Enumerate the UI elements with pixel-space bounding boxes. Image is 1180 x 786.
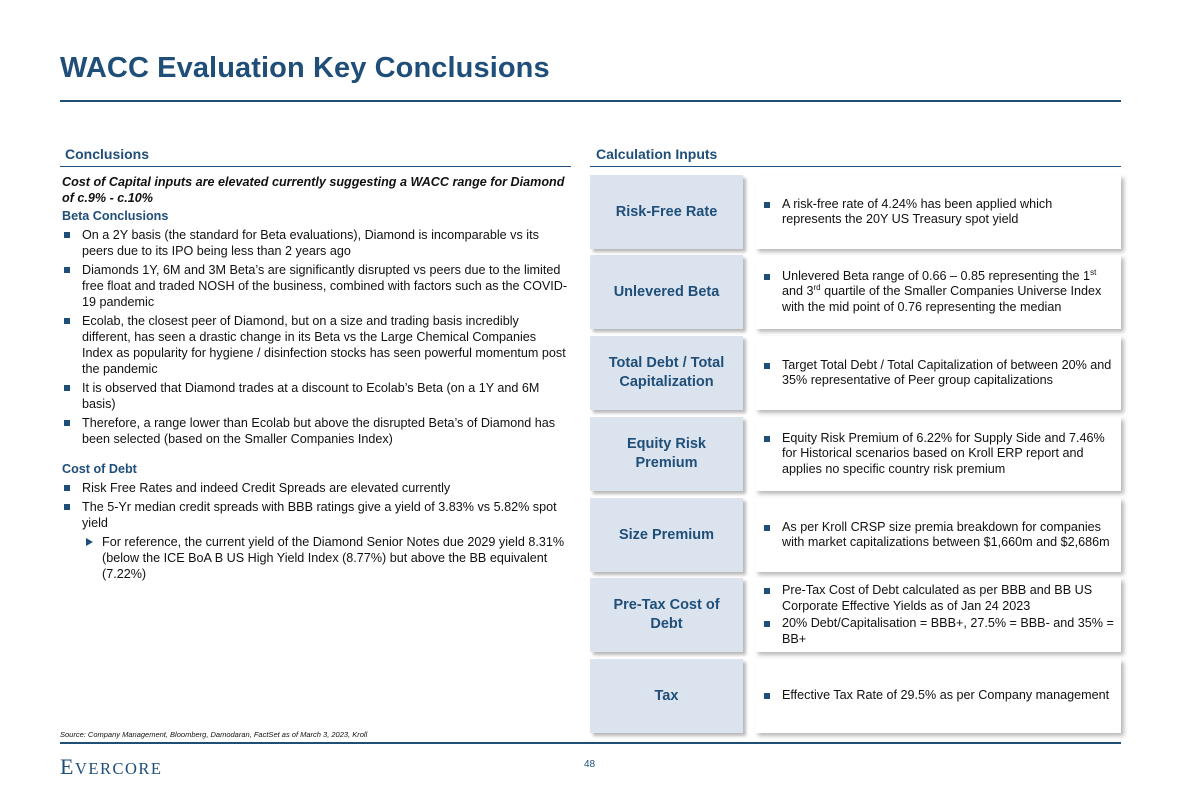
footer-divider: [60, 742, 1121, 744]
title-divider: [60, 100, 1121, 102]
input-row-pre-tax-cost-of-debt: [590, 578, 1123, 652]
debt-subbullet: For reference, the current yield of the Diamond Senior Notes due 2029 yield 8.31% (below the ICE BoA B US High Yield Index (8.77%) but above the BB equivalent (7.22%): [62, 534, 570, 582]
input-description: [755, 659, 1121, 733]
input-row-unlevered-beta: [590, 255, 1123, 329]
beta-bullet: On a 2Y basis (the standard for Beta evaluations), Diamond is incomparable vs its peers due to its IPO being less than 2 years ago: [62, 227, 570, 259]
input-row-total-debt: [590, 336, 1123, 410]
calculation-inputs-divider: [590, 166, 1121, 167]
beta-bullet: Therefore, a range lower than Ecolab but above the disrupted Beta’s of Diamond has been selected (based on the Smaller Companies Index): [62, 415, 570, 447]
page-title: WACC Evaluation Key Conclusions: [60, 52, 550, 84]
input-label: Size Premium: [590, 498, 743, 572]
input-bullet: Target Total Debt / Total Capitalization of between 20% and 35% representative of Peer group capitalizations: [762, 358, 1115, 389]
page-number: 48: [584, 759, 596, 770]
evercore-logo: EVERCORE: [60, 754, 163, 779]
input-label: Tax: [590, 659, 743, 733]
lead-statement: Cost of Capital inputs are elevated currently suggesting a WACC range for Diamond of c.9% - c.10%: [62, 175, 565, 205]
input-description: [755, 578, 1121, 652]
input-description: [755, 417, 1121, 491]
input-bullet: Unlevered Beta range of 0.66 – 0.85 representing the 1st and 3rd quartile of the Smaller Companies Universe Index with the mid point of 0.76 representing the median: [762, 269, 1115, 316]
input-label: Equity Risk Premium: [590, 417, 743, 491]
input-bullet: A risk-free rate of 4.24% has been applied which represents the 20Y US Treasury spot yield: [762, 197, 1115, 228]
input-description: [755, 336, 1121, 410]
input-bullet: Pre-Tax Cost of Debt calculated as per BBB and BB US Corporate Effective Yields as of Jan 24 2023: [762, 583, 1115, 614]
debt-bullet: Risk Free Rates and indeed Credit Spreads are elevated currently: [62, 480, 570, 496]
debt-bullet: The 5-Yr median credit spreads with BBB ratings give a yield of 3.83% vs 5.82% spot yield: [62, 499, 570, 531]
conclusions-divider: [60, 166, 571, 167]
input-label: Pre-Tax Cost of Debt: [590, 578, 743, 652]
input-bullet: Equity Risk Premium of 6.22% for Supply Side and 7.46% for Historical scenarios based on Kroll ERP report and applies no specific country risk premium: [762, 431, 1115, 478]
input-description: [755, 255, 1121, 329]
input-bullet: Effective Tax Rate of 29.5% as per Company management: [762, 688, 1115, 704]
input-bullet: As per Kroll CRSP size premia breakdown for companies with market capitalizations between $1,660m and $2,686m: [762, 520, 1115, 551]
cost-of-debt-heading: Cost of Debt: [62, 462, 137, 476]
input-row-tax: [590, 659, 1123, 733]
beta-bullet: Diamonds 1Y, 6M and 3M Beta’s are significantly disrupted vs peers due to the limited free float and traded NOSH of the business, combined with factors such as the COVID-19 pandemic: [62, 262, 570, 310]
beta-bullet: It is observed that Diamond trades at a discount to Ecolab’s Beta (on a 1Y and 6M basis): [62, 380, 570, 412]
conclusions-heading: Conclusions: [65, 146, 150, 162]
input-label: Unlevered Beta: [590, 255, 743, 329]
conclusions-panel: [62, 174, 570, 582]
input-bullet: 20% Debt/Capitalisation = BBB+, 27.5% = BBB- and 35% = BB+: [762, 616, 1115, 647]
input-label: Risk-Free Rate: [590, 175, 743, 249]
source-note: Source: Company Management, Bloomberg, Damodaran, FactSet as of March 3, 2023, Kroll: [60, 730, 368, 739]
input-label: Total Debt / Total Capitalization: [590, 336, 743, 410]
input-row-equity-risk-premium: [590, 417, 1123, 491]
input-row-risk-free-rate: [590, 175, 1123, 249]
beta-bullet: Ecolab, the closest peer of Diamond, but on a size and trading basis incredibly different, has seen a drastic change in its Beta vs the Large Chemical Companies Index as popularity for hygiene / disinfection stocks has seen powerful momentum post the pandemic: [62, 313, 570, 377]
input-row-size-premium: [590, 498, 1123, 572]
calculation-inputs-heading: Calculation Inputs: [596, 146, 718, 162]
input-description: [755, 498, 1121, 572]
beta-conclusions-heading: Beta Conclusions: [62, 209, 169, 223]
input-description: [755, 175, 1121, 249]
